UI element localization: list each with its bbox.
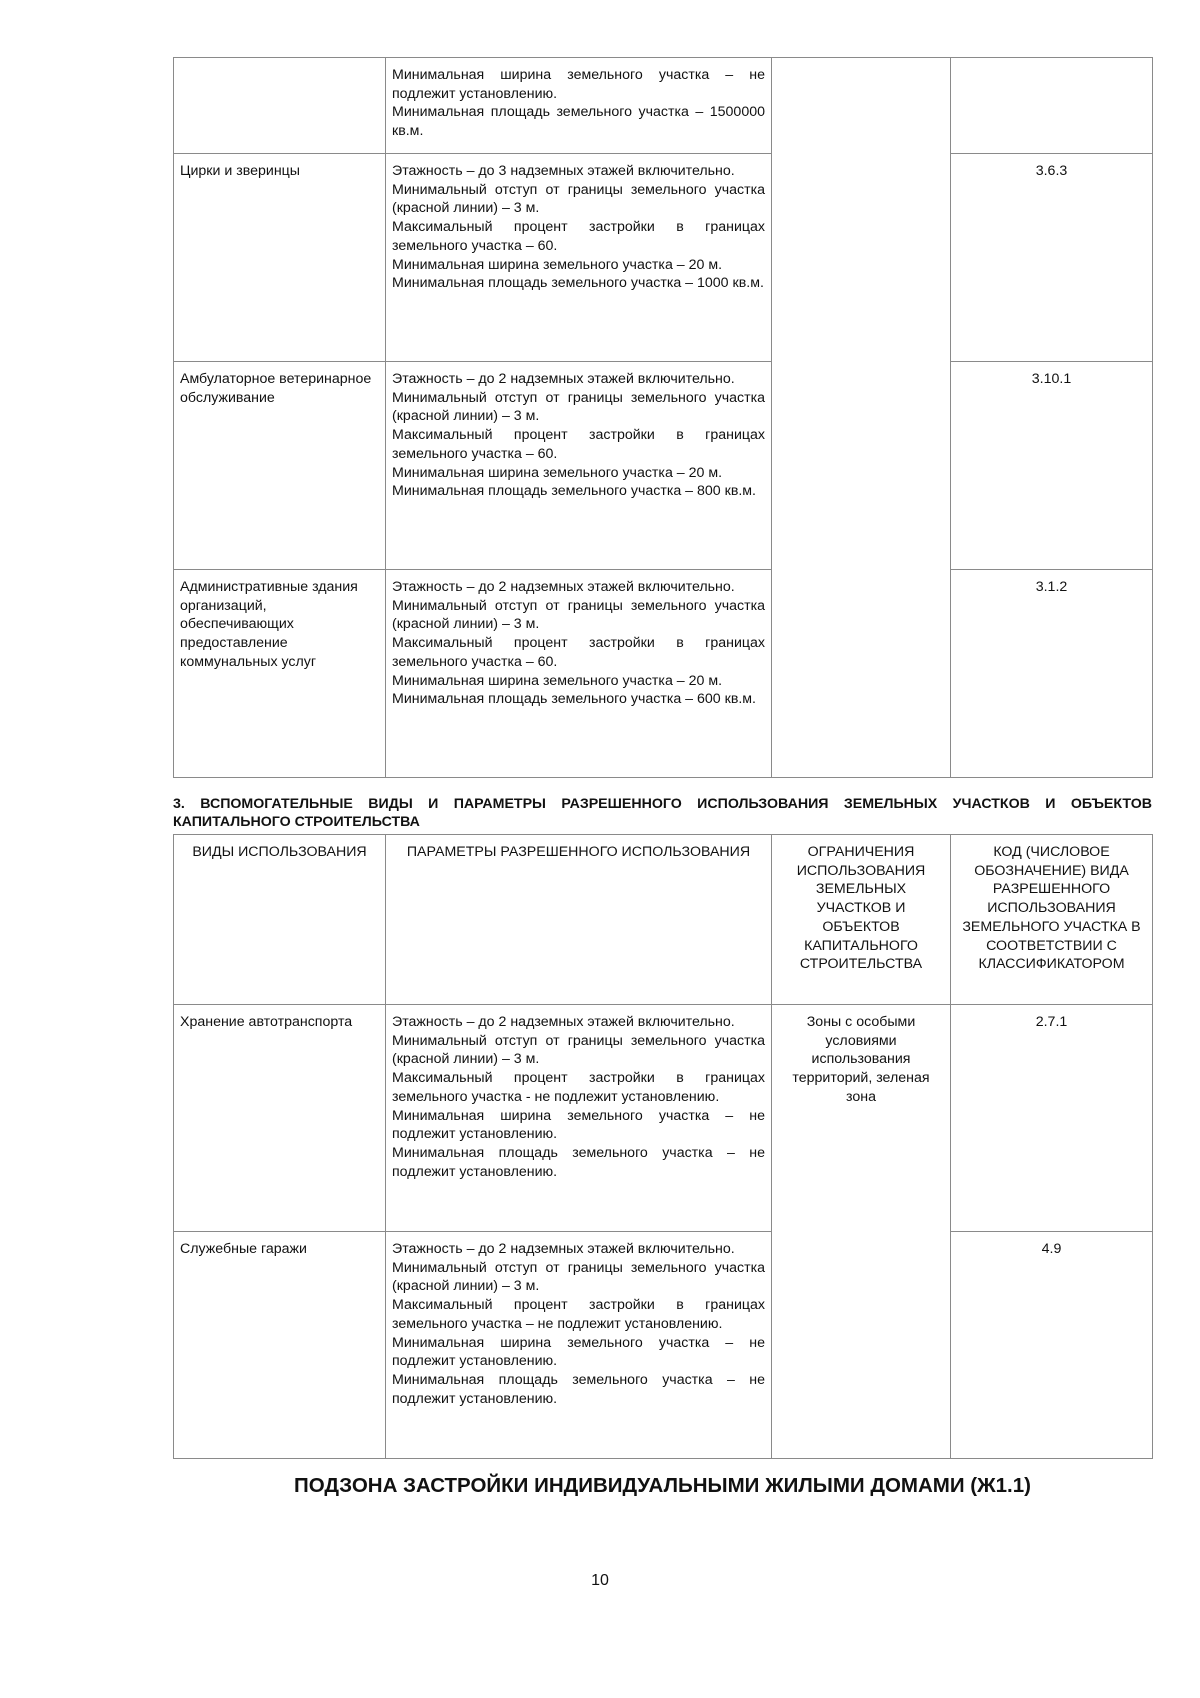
table-row bbox=[174, 1005, 1153, 1232]
param-line: Минимальная площадь земельного участка – 1500000 кв.м. bbox=[392, 104, 765, 140]
page-number: 10 bbox=[591, 1572, 609, 1589]
param-line: Минимальный отступ от границы земельного участка (красной линии) – 3 м. bbox=[392, 181, 765, 217]
use-cell: Административные здания организаций, обеспечивающих предоставление коммунальных услуг bbox=[174, 570, 386, 778]
param-line: Минимальная площадь земельного участка – не подлежит установлению. bbox=[392, 1371, 765, 1407]
table-row bbox=[174, 58, 1153, 154]
param-line: Минимальная ширина земельного участка – 20 м. bbox=[392, 256, 723, 273]
params-cell bbox=[386, 570, 772, 778]
param-line: Максимальный процент застройки в границах земельного участка – 60. bbox=[392, 219, 765, 254]
header-restrictions: ОГРАНИЧЕНИЯ ИСПОЛЬЗОВАНИЯ ЗЕМЕЛЬНЫХ УЧАСТКОВ И ОБЪЕКТОВ КАПИТАЛЬНОГО СТРОИТЕЛЬСТВА bbox=[772, 835, 951, 1005]
use-cell bbox=[174, 58, 386, 154]
header-params: ПАРАМЕТРЫ РАЗРЕШЕННОГО ИСПОЛЬЗОВАНИЯ bbox=[386, 835, 772, 1005]
auxiliary-uses-table bbox=[173, 834, 1153, 1459]
params-cell bbox=[386, 1232, 772, 1459]
params-cell bbox=[386, 362, 772, 570]
restrictions-cell: Зоны с особыми условиями использования территорий, зеленая зона bbox=[772, 1005, 951, 1459]
param-line: Этажность – до 2 надземных этажей включительно. bbox=[392, 579, 735, 595]
param-line: Максимальный процент застройки в границах земельного участка – 60. bbox=[392, 635, 765, 670]
table-row bbox=[174, 570, 1153, 778]
param-line: Минимальная ширина земельного участка – 20 м. bbox=[392, 672, 723, 689]
subzone-heading: ПОДЗОНА ЗАСТРОЙКИ ИНДИВИДУАЛЬНЫМИ ЖИЛЫМИ ДОМАМИ (Ж1.1) bbox=[294, 1474, 1031, 1497]
params-cell bbox=[386, 58, 772, 154]
code-cell: 3.10.1 bbox=[951, 362, 1153, 570]
param-line: Минимальная ширина земельного участка – не подлежит установлению. bbox=[392, 1334, 765, 1370]
param-line: Минимальный отступ от границы земельного участка (красной линии) – 3 м. bbox=[392, 1259, 765, 1295]
use-cell: Цирки и зверинцы bbox=[174, 154, 386, 362]
param-line: Минимальная площадь земельного участка – не подлежит установлению. bbox=[392, 1144, 765, 1180]
param-line: Минимальная площадь земельного участка – 600 кв.м. bbox=[392, 691, 756, 708]
param-line: Минимальная ширина земельного участка – не подлежит установлению. bbox=[392, 67, 765, 102]
param-line: Этажность – до 3 надземных этажей включительно. bbox=[392, 163, 735, 179]
params-cell bbox=[386, 1005, 772, 1232]
restrictions-cell bbox=[772, 58, 951, 778]
code-cell: 4.9 bbox=[951, 1232, 1153, 1459]
param-line: Этажность – до 2 надземных этажей включительно. bbox=[392, 371, 735, 387]
continuation-table bbox=[173, 57, 1153, 778]
param-line: Минимальный отступ от границы земельного участка (красной линии) – 3 м. bbox=[392, 1032, 765, 1068]
code-cell: 2.7.1 bbox=[951, 1005, 1153, 1232]
param-line: Этажность – до 2 надземных этажей включительно. bbox=[392, 1241, 735, 1257]
param-line: Минимальная ширина земельного участка – не подлежит установлению. bbox=[392, 1107, 765, 1143]
use-cell: Амбулаторное ветеринарное обслуживание bbox=[174, 362, 386, 570]
table-row bbox=[174, 362, 1153, 570]
table-row bbox=[174, 154, 1153, 362]
params-cell bbox=[386, 154, 772, 362]
param-line: Минимальный отступ от границы земельного участка (красной линии) – 3 м. bbox=[392, 389, 765, 425]
use-cell: Служебные гаражи bbox=[174, 1232, 386, 1459]
param-line: Минимальная площадь земельного участка – 1000 кв.м. bbox=[392, 275, 764, 292]
table-row bbox=[174, 1232, 1153, 1459]
code-cell: 3.6.3 bbox=[951, 154, 1153, 362]
param-line: Максимальный процент застройки в границах земельного участка - не подлежит установлению. bbox=[392, 1070, 765, 1105]
header-use: ВИДЫ ИСПОЛЬЗОВАНИЯ bbox=[174, 835, 386, 1005]
param-line: Максимальный процент застройки в границах земельного участка – не подлежит установлению. bbox=[392, 1297, 765, 1332]
table-header-row bbox=[174, 835, 1153, 1005]
param-line: Максимальный процент застройки в границах земельного участка – 60. bbox=[392, 427, 765, 462]
param-line: Минимальный отступ от границы земельного участка (красной линии) – 3 м. bbox=[392, 597, 765, 633]
code-cell bbox=[951, 58, 1153, 154]
header-code: КОД (ЧИСЛОВОЕ ОБОЗНАЧЕНИЕ) ВИДА РАЗРЕШЕННОГО ИСПОЛЬЗОВАНИЯ ЗЕМЕЛЬНОГО УЧАСТКА В СООТВЕТСТВИИ С КЛАССИФИКАТОРОМ bbox=[951, 835, 1153, 1005]
param-line: Минимальная ширина земельного участка – 20 м. bbox=[392, 464, 723, 481]
param-line: Этажность – до 2 надземных этажей включительно. bbox=[392, 1014, 735, 1030]
param-line: Минимальная площадь земельного участка – 800 кв.м. bbox=[392, 483, 756, 500]
use-cell: Хранение автотранспорта bbox=[174, 1005, 386, 1232]
section-heading: 3. ВСПОМОГАТЕЛЬНЫЕ ВИДЫ И ПАРАМЕТРЫ РАЗРЕШЕННОГО ИСПОЛЬЗОВАНИЯ ЗЕМЕЛЬНЫХ УЧАСТКОВ И ОБЪЕКТОВ КАПИТАЛЬНОГО СТРОИТЕЛЬСТВА bbox=[173, 796, 1152, 830]
code-cell: 3.1.2 bbox=[951, 570, 1153, 778]
